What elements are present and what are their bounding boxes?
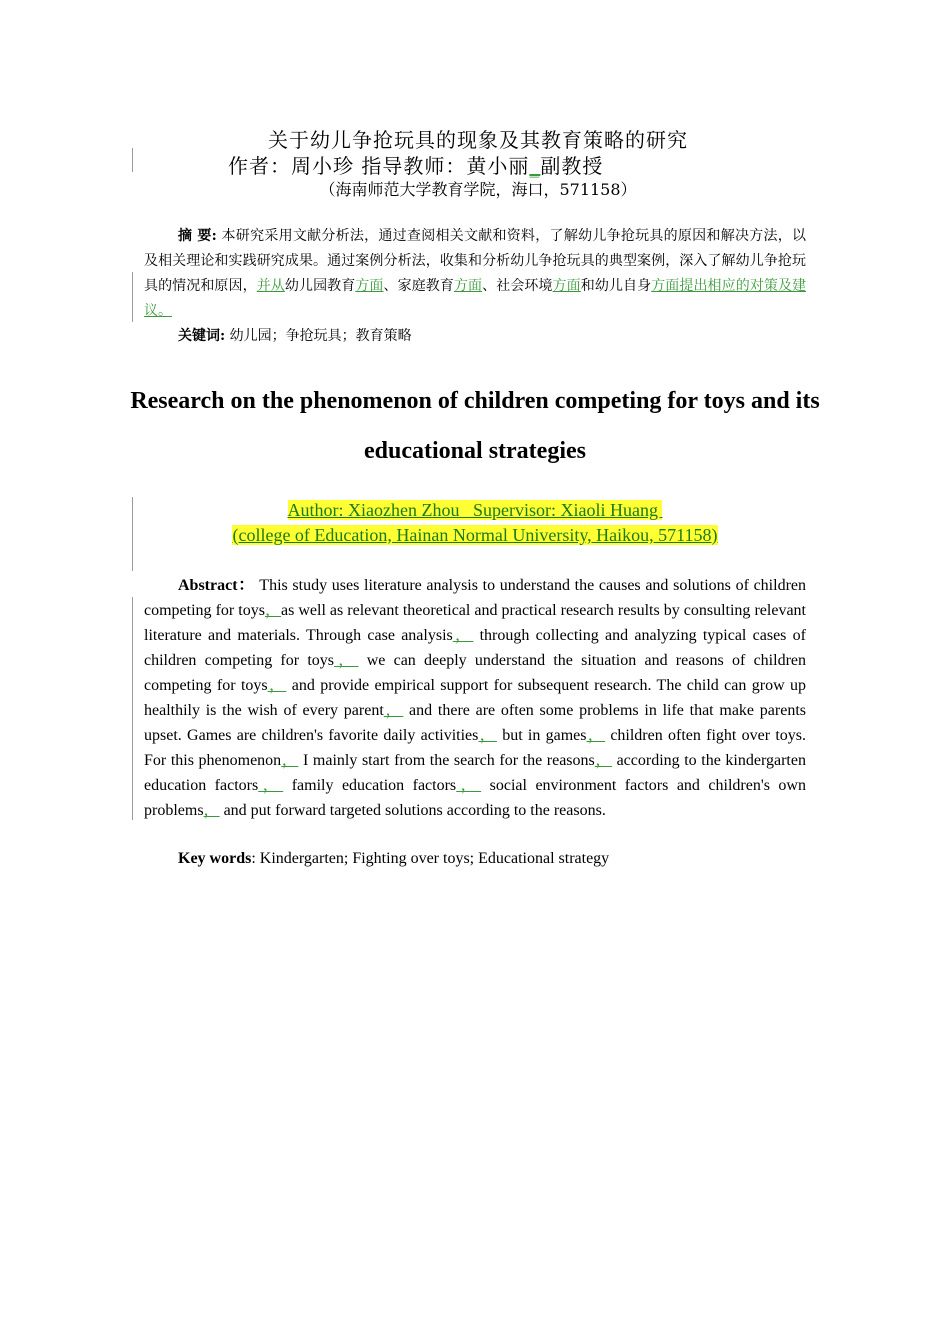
- abstract-text: as well as relevant theoretical and practical research results by consulting relevant literature and materials. Through case analysis: [144, 602, 806, 644]
- chinese-title: 关于幼儿争抢玩具的现象及其教育策略的研究: [268, 128, 688, 152]
- revision-bar: [132, 272, 133, 322]
- abstract-text: we can deeply understand the situation and reasons of children competing for toys: [144, 652, 806, 694]
- inserted-comma: ，: [478, 727, 497, 744]
- inserted-comma: ，: [456, 777, 482, 794]
- inserted-underscore: _: [529, 154, 541, 178]
- inserted-comma: ，: [383, 702, 404, 719]
- english-keywords-label: Key words: [178, 850, 252, 867]
- inserted-text: 方面提出相应的对策及建议。: [144, 278, 807, 319]
- english-affiliation-line: [0, 523, 950, 547]
- english-keywords-text: : Kindergarten; Fighting over toys; Educational strategy: [251, 850, 610, 867]
- abstract-text: social environment factors and children's own problems: [144, 777, 806, 819]
- abstract-text: but in games: [496, 727, 587, 744]
- chinese-keywords: [178, 324, 412, 349]
- inserted-comma: ，: [203, 802, 220, 819]
- inserted-text: 方面: [552, 278, 581, 294]
- abstract-text: children often fight over toys. For this phenomenon: [144, 727, 807, 769]
- abstract-text: and provide empirical support for subsequent research. The child can grow up healthily is the wish of every parent: [144, 677, 806, 719]
- inserted-comma: ，: [258, 777, 284, 794]
- abstract-text: and there are often some problems in life that make parents upset. Games are children's favorite daily activities: [144, 702, 806, 744]
- english-author-text: Author: Xiaozhen Zhou Supervisor: Xiaoli Huang: [287, 500, 663, 520]
- chinese-affiliation: （海南师范大学教育学院，海口，571158）: [319, 180, 637, 199]
- chinese-author-line: [228, 150, 603, 179]
- abstract-text: 本研究采用文献分析法，通过查阅相关文献和资料，了解幼儿争抢玩具的原因和解决方法，以及相关理论和实践研究成果。通过案例分析法，收集和分析幼儿争抢玩具的典型案例，深入了解幼儿争抢玩具的情况和原因，: [144, 228, 806, 294]
- abstract-text: through collecting and analyzing typical cases of children competing for toys: [144, 627, 807, 669]
- inserted-text: 并从: [256, 278, 285, 294]
- english-abstract-body: [144, 577, 806, 819]
- english-title: Research on the phenomenon of children competing for toys and its educational strategies: [130, 388, 820, 464]
- chinese-keywords-text: 幼儿园；争抢玩具；教育策略: [229, 328, 412, 344]
- inserted-comma: ，: [334, 652, 359, 669]
- inserted-comma: ，: [586, 727, 606, 744]
- abstract-text: This study uses literature analysis to understand the causes and solutions of children competing for toys: [144, 577, 807, 619]
- inserted-comma: ，: [281, 752, 299, 769]
- abstract-text: 和幼儿自身: [580, 278, 652, 294]
- english-abstract-label: Abstract：: [178, 577, 255, 594]
- chinese-author-text: 作者：周小珍 指导教师：黄小丽: [228, 154, 530, 178]
- inserted-comma: ，: [267, 677, 287, 694]
- abstract-text: and put forward targeted solutions according to the reasons.: [219, 802, 606, 819]
- chinese-keywords-label: 关键词:: [178, 328, 226, 344]
- inserted-text: 方面: [355, 278, 384, 294]
- english-abstract: [144, 573, 806, 823]
- inserted-comma: ，: [452, 627, 474, 644]
- abstract-text: 、社会环境: [482, 278, 553, 294]
- inserted-comma: ，: [594, 752, 612, 769]
- revision-bar: [132, 597, 133, 820]
- chinese-author-rank: 副教授: [540, 154, 604, 178]
- inserted-text: 方面: [453, 278, 483, 294]
- english-affiliation-text: (college of Education, Hainan Normal University, Haikou, 571158): [232, 525, 718, 545]
- chinese-abstract: [144, 224, 806, 324]
- inserted-comma: ，: [264, 602, 281, 619]
- abstract-text: 幼儿园教育: [284, 278, 356, 294]
- chinese-abstract-label: 摘 要:: [178, 228, 217, 244]
- abstract-text: family education factors: [283, 777, 457, 794]
- english-keywords: [178, 846, 609, 871]
- abstract-text: according to the kindergarten education factors: [144, 752, 806, 794]
- abstract-text: I mainly start from the search for the reasons: [298, 752, 595, 769]
- english-author-line: [0, 498, 950, 522]
- abstract-text: 、家庭教育: [383, 278, 454, 294]
